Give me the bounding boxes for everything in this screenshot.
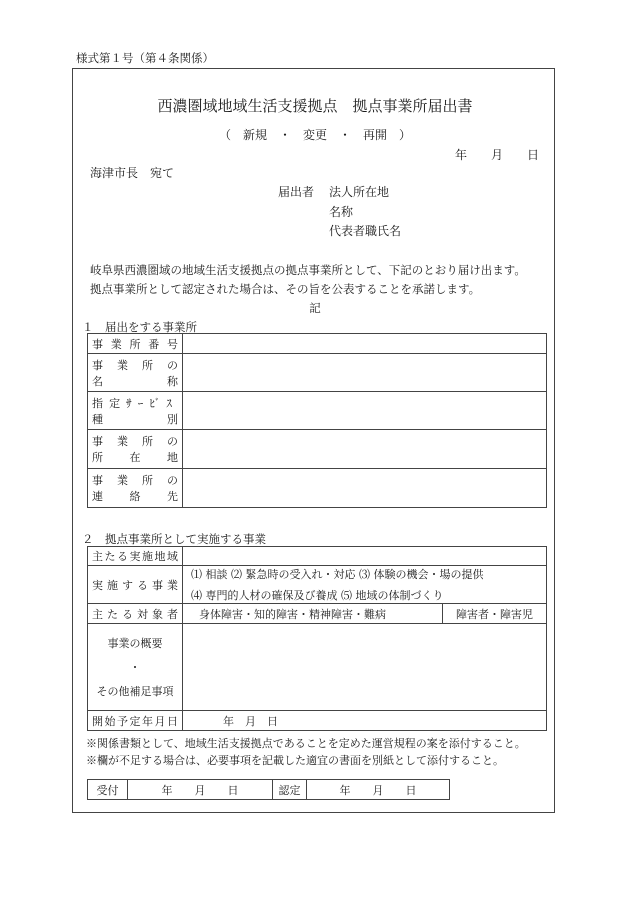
facility-name-label: 事業所の 名称 [88,354,183,392]
section2-heading: ２ 拠点事業所として実施する事業 [82,532,266,546]
table-row [88,469,547,508]
service-type-field[interactable] [183,392,547,430]
start-date-label: 開始予定年月日 [88,711,183,731]
area-label: 主たる実施地域 [88,547,183,566]
target-label: 主たる対象者 [88,604,183,624]
table-row [88,392,547,430]
facility-table [87,333,547,508]
area-field[interactable] [183,547,547,566]
section1-heading: １ 届出をする事業所 [82,320,197,334]
service-type-label: 指定ｻｰﾋﾞｽ 種別 [88,392,183,430]
body-line-1: 岐阜県西濃圏域の地域生活支援拠点の拠点事業所として、下記のとおり届け出ます。 [90,263,526,277]
form-number: 様式第１号（第４条関係） [76,51,214,65]
facility-name-field[interactable] [183,354,547,392]
start-date-field[interactable]: 年 月 日 [183,711,547,731]
submission-type-options: （ 新規 ・ 変更 ・ 再開 ） [218,128,411,142]
date-line: 年 月 日 [455,148,540,162]
facility-address-label: 事業所の 所在地 [88,430,183,469]
target-disability-types: 身体障害・知的障害・精神障害・難病 [183,604,443,624]
approved-label: 認定 [273,780,307,800]
table-row [88,547,547,566]
facility-number-label: 事業所番号 [88,334,183,354]
applicant-address-label: 法人所在地 [329,185,390,199]
project-options [183,566,547,604]
table-row [88,604,547,624]
note-1: ※関係書類として、地域生活支援拠点であることを定めた運営規程の案を添付すること。 [86,737,526,750]
ki-mark: 記 [309,301,321,315]
table-row [88,430,547,469]
target-age-group: 障害者・障害児 [443,604,547,624]
facility-contact-field[interactable] [183,469,547,508]
facility-number-field[interactable] [183,334,547,354]
project-line-1: ⑴ 相談 ⑵ 緊急時の受入れ・対応 ⑶ 体験の機会・場の提供 [191,568,484,581]
summary-label: 事業の概要 ・ その他補足事項 [88,624,183,711]
note-2: ※欄が不足する場合は、必要事項を記載した適宜の書面を別紙として添付すること。 [86,754,504,767]
table-row [88,354,547,392]
receipt-table [87,779,450,800]
table-row [88,780,450,800]
approved-date-field[interactable]: 年 月 日 [307,780,450,800]
table-row [88,334,547,354]
applicant-rep-label: 代表者職氏名 [329,224,402,238]
facility-address-field[interactable] [183,430,547,469]
applicant-label: 届出者 [278,185,315,199]
table-row [88,711,547,731]
project-line-2: ⑷ 専門的人材の確保及び養成 ⑸ 地域の体制づくり [191,589,444,602]
summary-field[interactable] [183,624,547,711]
received-date-field[interactable]: 年 月 日 [128,780,273,800]
project-table [87,546,547,731]
body-line-2: 拠点事業所として認定された場合は、その旨を公表することを承諾します。 [90,282,481,296]
applicant-name-label: 名称 [329,205,354,219]
form-title: 西濃圏域地域生活支援拠点 拠点事業所届出書 [157,97,473,115]
received-label: 受付 [88,780,128,800]
addressee: 海津市長 宛て [90,166,175,180]
facility-contact-label: 事業所の 連絡先 [88,469,183,508]
project-label: 実施する事業 [88,566,183,604]
table-row [88,624,547,711]
table-row [88,566,547,604]
